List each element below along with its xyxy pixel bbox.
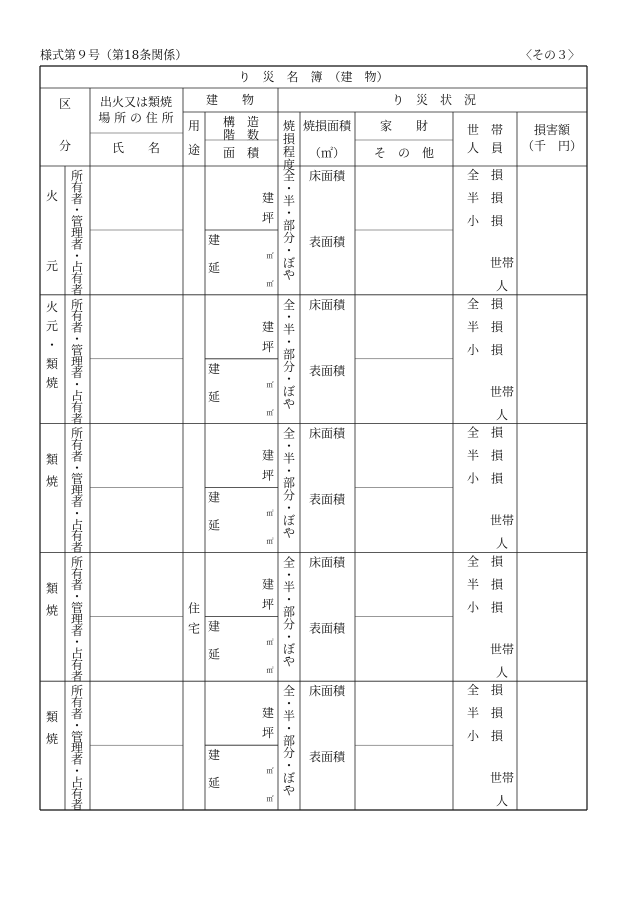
area-unit: ㎡	[266, 280, 274, 288]
area-ken: 建	[207, 748, 221, 763]
owner-label: 所有者・管理者・占有者	[70, 426, 84, 555]
damage-degree-options: 全・半・部分・ぼや	[282, 426, 296, 540]
area-unit: ㎡	[266, 537, 274, 546]
surface-area-label: 表面積	[308, 492, 346, 507]
area-unit: ㎡	[266, 666, 274, 675]
area-unit: ㎡	[266, 767, 274, 776]
header-members-b: 人 員	[466, 141, 504, 155]
area-ken: 建	[207, 490, 221, 505]
area-nobe: 延	[207, 647, 221, 662]
kubun-label: 類焼	[45, 452, 59, 489]
area-unit: ㎡	[266, 408, 274, 417]
household-label: 世帯	[489, 771, 515, 786]
page-label: 〈その３〉	[519, 48, 580, 62]
form-number: 様式第９号（第18条関係）	[40, 48, 188, 62]
structure-ken: 建	[261, 191, 275, 205]
loss-total: 全 損	[466, 296, 504, 311]
surface-area-label: 表面積	[308, 235, 346, 249]
floor-area-label: 床面積	[308, 426, 346, 441]
area-ken: 建	[207, 233, 221, 247]
structure-tsubo: 坪	[261, 211, 275, 225]
floor-area-label: 床面積	[308, 555, 346, 570]
damage-degree-options: 全・半・部分・ぼや	[282, 555, 296, 669]
youto-value: 住宅	[187, 601, 201, 636]
person-label: 人	[495, 279, 509, 293]
header-damage-status: り 災 状 況	[391, 93, 477, 107]
structure-tsubo: 坪	[261, 597, 275, 612]
surface-area-label: 表面積	[308, 621, 346, 636]
owner-label: 所有者・管理者・占有者	[70, 684, 84, 813]
loss-minor: 小 損	[466, 729, 504, 744]
header-damage-degree: 焼損程度	[282, 119, 296, 172]
loss-half: 半 損	[466, 706, 504, 721]
area-ken: 建	[207, 361, 221, 376]
kubun-label: 元	[45, 259, 59, 273]
area-unit: ㎡	[266, 509, 274, 518]
loss-total: 全 損	[466, 683, 504, 698]
kubun-label: 火	[45, 189, 59, 203]
household-label: 世帯	[489, 256, 515, 270]
structure-tsubo: 坪	[261, 339, 275, 354]
loss-minor: 小 損	[466, 214, 504, 228]
household-label: 世帯	[489, 642, 515, 657]
person-label: 人	[495, 794, 509, 809]
header-youto: 用途	[187, 119, 201, 157]
owner-label: 所有者・管理者・占有者	[70, 169, 84, 297]
loss-minor: 小 損	[466, 471, 504, 486]
damage-degree-options: 全・半・部分・ぼや	[282, 297, 296, 411]
header-structure-b: 階 数	[222, 128, 260, 142]
floor-area-label: 床面積	[308, 169, 346, 183]
floor-area-label: 床面積	[308, 684, 346, 699]
household-label: 世帯	[489, 513, 515, 528]
header-members-a: 世 帯	[466, 123, 504, 137]
header-damage-amount-unit: （千 円）	[521, 139, 583, 153]
surface-area-label: 表面積	[308, 750, 346, 765]
loss-half: 半 損	[466, 191, 504, 205]
structure-ken: 建	[261, 448, 275, 463]
kubun-label: 火元・類焼	[45, 299, 59, 390]
area-nobe: 延	[207, 389, 221, 404]
person-label: 人	[495, 407, 509, 422]
loss-half: 半 損	[466, 577, 504, 592]
floor-area-label: 床面積	[308, 297, 346, 312]
header-other: そ の 他	[373, 146, 435, 160]
area-nobe: 延	[207, 518, 221, 533]
area-unit: ㎡	[266, 795, 274, 804]
loss-half: 半 損	[466, 319, 504, 334]
loss-total: 全 損	[466, 425, 504, 440]
area-unit: ㎡	[266, 638, 274, 647]
area-nobe: 延	[207, 261, 221, 275]
damage-degree-options: 全・半・部分・ぼや	[282, 684, 296, 798]
area-ken: 建	[207, 619, 221, 634]
structure-tsubo: 坪	[261, 468, 275, 483]
header-area: 面 積	[222, 146, 260, 160]
table-title: り 災 名 簿 （建 物）	[238, 70, 389, 84]
damage-degree-options: 全・半・部分・ぼや	[282, 169, 296, 283]
structure-ken: 建	[261, 706, 275, 721]
header-damage-amount: 損害額	[533, 123, 571, 137]
area-unit: ㎡	[266, 252, 274, 260]
household-label: 世帯	[489, 384, 515, 399]
person-label: 人	[495, 536, 509, 551]
structure-ken: 建	[261, 319, 275, 334]
owner-label: 所有者・管理者・占有者	[70, 297, 84, 426]
structure-tsubo: 坪	[261, 726, 275, 741]
structure-ken: 建	[261, 577, 275, 592]
loss-minor: 小 損	[466, 342, 504, 357]
loss-total: 全 損	[466, 554, 504, 569]
kubun-label: 類焼	[45, 581, 59, 618]
header-burned-area: 焼損面積	[302, 119, 352, 133]
header-kubun-2: 分	[58, 139, 72, 153]
header-address-a: 出火又は類焼	[99, 95, 173, 109]
header-burned-area-unit: （㎡）	[308, 146, 346, 160]
area-unit: ㎡	[266, 380, 274, 389]
header-address-b: 場 所 の 住 所	[98, 111, 174, 125]
kubun-label: 類焼	[45, 710, 59, 747]
header-name: 氏 名	[111, 141, 161, 155]
loss-total: 全 損	[466, 168, 504, 182]
loss-half: 半 損	[466, 448, 504, 463]
owner-label: 所有者・管理者・占有者	[70, 555, 84, 684]
loss-minor: 小 損	[466, 600, 504, 615]
person-label: 人	[495, 665, 509, 680]
surface-area-label: 表面積	[308, 363, 346, 378]
header-household-goods: 家 財	[379, 119, 429, 133]
area-nobe: 延	[207, 776, 221, 791]
header-kubun-1: 区	[58, 97, 72, 111]
header-building: 建 物	[205, 93, 255, 107]
header-structure-a: 構 造	[222, 115, 260, 129]
